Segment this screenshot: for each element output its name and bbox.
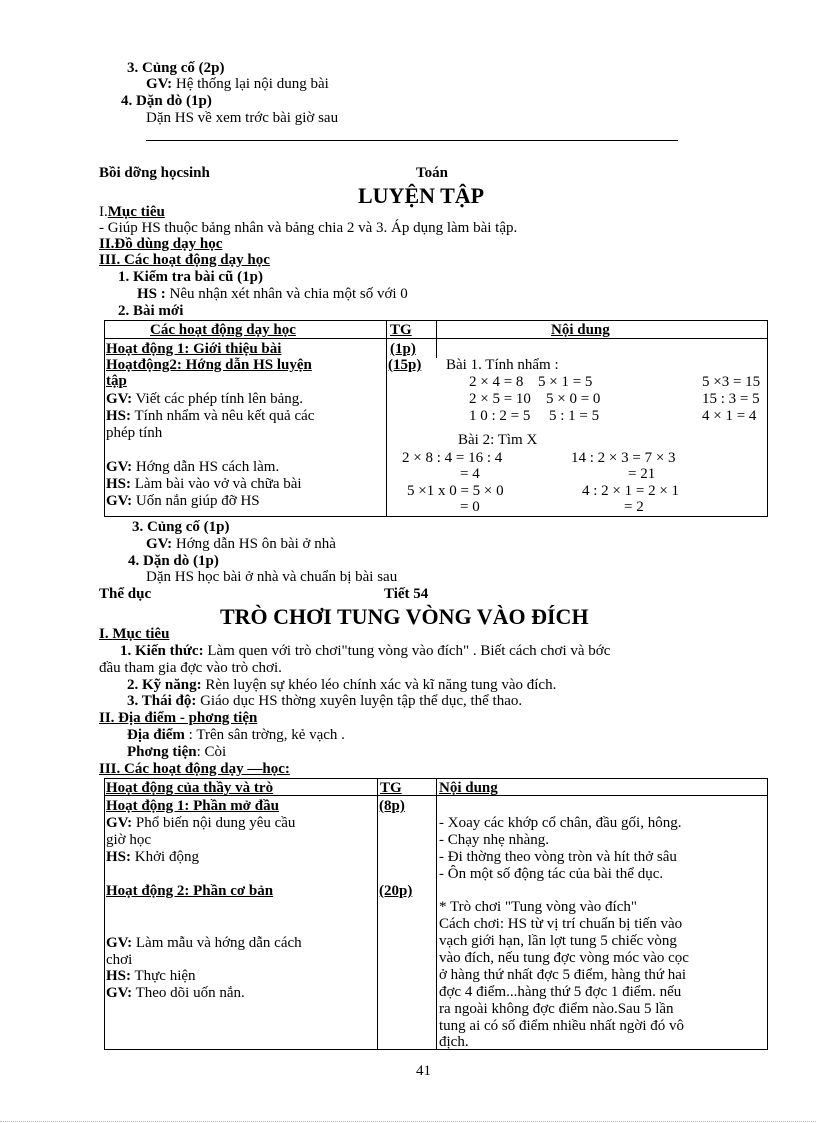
gv-text: Phổ biến nội dung yêu cầu — [132, 815, 296, 831]
table-row-hd2: Hoạt động 2: Phần cơ bản — [106, 883, 274, 899]
math-item: = 21 — [628, 466, 656, 482]
hs-text: Khởi động — [131, 849, 199, 865]
gv-line — [106, 459, 279, 475]
math-item: 5 × 1 = 5 — [538, 374, 593, 390]
math-item: 2 × 4 = 8 — [469, 374, 524, 390]
gv-line — [106, 935, 302, 951]
gv-label: GV: — [106, 459, 133, 475]
gv-label: GV: — [106, 935, 133, 951]
page-title: TRÒ CHƠI TUNG VÒNG VÀO ĐÍCH — [220, 604, 589, 629]
subject-right: Tiết 54 — [384, 586, 429, 602]
content-line: đợc 4 điểm...hàng thứ 5 đợc 1 điểm. nếu — [439, 984, 682, 1000]
table-row-hd2-b: tập — [106, 373, 127, 389]
content-line: vạch giới hạn, lần lợt tung 5 chiếc vòng — [439, 933, 677, 949]
muctieu-heading: I. Mục tiêu — [99, 626, 170, 642]
hs-label: HS : — [137, 286, 166, 302]
dando-heading: 4. Dặn dò (1p) — [128, 553, 219, 569]
math-item: = 2 — [624, 499, 644, 515]
table-row-hd2: Hoạtđộng2: Hớng dẫn HS luyện — [106, 357, 312, 373]
table-row-hd1: Hoạt động 1: Giới thiệu bài — [106, 341, 282, 357]
math-item: 14 : 2 × 3 = 7 × 3 — [571, 450, 676, 466]
kynang-line — [127, 677, 556, 693]
cungco-heading: 3. Củng cố (1p) — [132, 519, 230, 535]
page-title: LUYỆN TẬP — [358, 183, 485, 208]
thaido-text: Giáo dục HS thờng xuyên luyện tập thể dục, thể thao. — [196, 693, 523, 709]
kiemtra-line — [137, 286, 408, 302]
table-header-tg: TG — [390, 322, 412, 338]
gv-line — [106, 815, 295, 831]
gv-line-2: giờ học — [106, 832, 152, 848]
baimoi-heading: 2. Bài mới — [118, 303, 184, 319]
table-header-content: Nội dung — [439, 780, 498, 796]
math-item: 5 × 0 = 0 — [546, 391, 601, 407]
thaido-line — [127, 693, 522, 709]
table-divider — [377, 778, 378, 1050]
cungco-line — [146, 536, 336, 552]
content-line: - Ôn một số động tác của bài thể dục. — [439, 866, 664, 882]
dando-text: Dặn HS về xem trớc bài giờ sau — [146, 110, 339, 126]
math-item: 5 : 1 = 5 — [549, 408, 600, 424]
bai1-heading: Bài 1. Tính nhẩm : — [446, 357, 559, 373]
diadiem-text: : Trên sân trờng, kẻ vạch . — [184, 727, 345, 743]
page-bottom-border — [0, 1121, 816, 1122]
table-header-activities: Các hoạt động dạy học — [150, 322, 296, 338]
kiemtra-text: Nêu nhận xét nhân và chia một số với 0 — [165, 286, 408, 302]
dando-heading: 4. Dặn dò (1p) — [121, 93, 212, 109]
table-divider — [436, 320, 437, 358]
page-number: 41 — [416, 1063, 431, 1079]
diadiem-label: Địa điểm — [127, 727, 185, 743]
gv-text: Hớng dẫn HS cách làm. — [132, 459, 280, 475]
divider — [146, 140, 678, 141]
hs-line — [106, 849, 199, 865]
math-item: 4 : 2 × 1 = 2 × 1 — [582, 483, 680, 499]
kienthuc-text: Làm quen với trò chơi"tung vòng vào đích" . Biết cách chơi và bớc — [203, 643, 611, 659]
hs-label: HS: — [106, 476, 132, 492]
kynang-text: Rèn luyện sự khéo léo chính xác và kĩ năng tung vào đích. — [201, 677, 557, 693]
math-item: = 4 — [460, 466, 480, 482]
math-item: 5 ×1 x 0 = 5 × 0 — [407, 483, 504, 499]
kynang-label: 2. Kỹ năng: — [127, 677, 202, 693]
hs-label: HS: — [106, 968, 132, 984]
hs-line — [106, 476, 302, 492]
content-line: - Xoay các khớp cổ chân, đầu gối, hông. — [439, 815, 682, 831]
phuongtien-label: Phơng tiện — [127, 744, 197, 760]
cungco-line — [146, 76, 329, 92]
gv-line — [106, 985, 245, 1001]
gv-label: GV: — [106, 493, 133, 509]
phuongtien-text: : Còi — [196, 744, 227, 760]
table-divider — [436, 778, 437, 1050]
table-header-line — [104, 338, 768, 339]
hs-label: HS: — [106, 408, 132, 424]
gv-label: GV: — [106, 391, 133, 407]
muctieu-label: Mục tiêu — [107, 204, 165, 220]
hs-text: Tính nhẩm và nêu kết quả các — [131, 408, 315, 424]
hs-text: Thực hiện — [131, 968, 196, 984]
content-line: - Đi thờng theo vòng tròn và hít thở sâu — [439, 849, 677, 865]
gv-line — [106, 391, 303, 407]
content-line: * Trò chơi "Tung vòng vào đích" — [439, 899, 637, 915]
table-header-activities: Hoạt động của thầy và trò — [106, 780, 274, 796]
dodung-heading: II.Đồ dùng dạy học — [99, 236, 223, 252]
subject-right: Toán — [416, 165, 448, 181]
math-item: 1 0 : 2 = 5 — [469, 408, 531, 424]
table-row-hd1-tg: (8p) — [379, 798, 405, 814]
kienthuc-label: 1. Kiến thức: — [120, 643, 204, 659]
subject-left: Bồi dỡng họcsinh — [99, 165, 210, 181]
diadiem-line — [127, 727, 345, 743]
content-line: - Chạy nhẹ nhàng. — [439, 832, 549, 848]
math-item: 4 × 1 = 4 — [702, 408, 757, 424]
cungco-text: Hớng dẫn HS ôn bài ở nhà — [172, 536, 336, 552]
gv-line — [106, 493, 260, 509]
table-row-hd1: Hoạt động 1: Phần mở đầu — [106, 798, 279, 814]
muctieu-text: - Giúp HS thuộc bảng nhân và bảng chia 2 và 3. Áp dụng làm bài tập. — [99, 220, 518, 236]
table-row-hd2-tg: (15p) — [388, 357, 422, 373]
content-line: vào đích, nếu tung đợc vòng móc vào cọc — [439, 950, 689, 966]
muctieu-heading — [99, 204, 165, 220]
math-item: 15 : 3 = 5 — [702, 391, 760, 407]
gv-label: GV: — [106, 815, 133, 831]
content-line: tung ai có số điểm nhiều nhất ngời đó vô — [439, 1018, 684, 1034]
table-divider — [386, 320, 387, 517]
content-line: ra ngoài không đợc điểm nào.Sau 5 lần — [439, 1001, 674, 1017]
content-line: Cách chơi: HS từ vị trí chuẩn bị tiến vào — [439, 916, 683, 932]
phuongtien-line — [127, 744, 226, 760]
hs-text: Làm bài vào vở và chữa bài — [131, 476, 302, 492]
content-line: địch. — [439, 1034, 469, 1050]
cungco-text: Hệ thống lại nội dung bài — [172, 76, 329, 92]
thaido-label: 3. Thái độ: — [127, 693, 197, 709]
dando-text: Dặn HS học bài ở nhà và chuẩn bị bài sau — [146, 569, 398, 585]
hs-line — [106, 968, 196, 984]
math-item: = 0 — [460, 499, 480, 515]
math-item: 2 × 8 : 4 = 16 : 4 — [402, 450, 503, 466]
hoatdong-heading: III. Các hoạt động dạy học — [99, 252, 270, 268]
cungco-heading: 3. Củng cố (2p) — [127, 60, 225, 76]
subject-left: Thể dục — [99, 586, 152, 602]
gv-label: GV: — [106, 985, 133, 1001]
kienthuc-line-2: đầu tham gia đợc vào trò chơi. — [99, 660, 282, 676]
bai2-heading: Bài 2: Tìm X — [458, 432, 538, 448]
gv-text: Viết các phép tính lên bảng. — [132, 391, 303, 407]
kienthuc-line — [120, 643, 610, 659]
gv-label: GV: — [146, 76, 173, 92]
kiemtra-heading: 1. Kiểm tra bài cũ (1p) — [118, 269, 263, 285]
hs-line-2: phép tính — [106, 425, 163, 441]
hs-line — [106, 408, 314, 424]
gv-text: Làm mẫu và hớng dẫn cách — [132, 935, 302, 951]
gv-label: GV: — [146, 536, 173, 552]
hs-label: HS: — [106, 849, 132, 865]
gv-text: Theo dõi uốn nắn. — [132, 985, 245, 1001]
muctieu-prefix: I. — [99, 204, 108, 220]
table-row-hd1-tg: (1p) — [390, 341, 416, 357]
table-header-tg: TG — [380, 780, 402, 796]
math-item: 2 × 5 = 10 — [469, 391, 531, 407]
diadiem-heading: II. Địa điểm - phơng tiện — [99, 710, 258, 726]
math-item: 5 ×3 = 15 — [702, 374, 761, 390]
table-row-hd2-tg: (20p) — [379, 883, 413, 899]
content-line: ở hàng thứ nhất đợc 5 điểm, hàng thứ hai — [439, 967, 687, 983]
gv-line-2: chơi — [106, 952, 133, 968]
gv-text: Uốn nắn giúp đỡ HS — [132, 493, 260, 509]
hoatdong-heading: III. Các hoạt động dạy —học: — [99, 761, 290, 777]
table-header-content: Nội dung — [551, 322, 610, 338]
